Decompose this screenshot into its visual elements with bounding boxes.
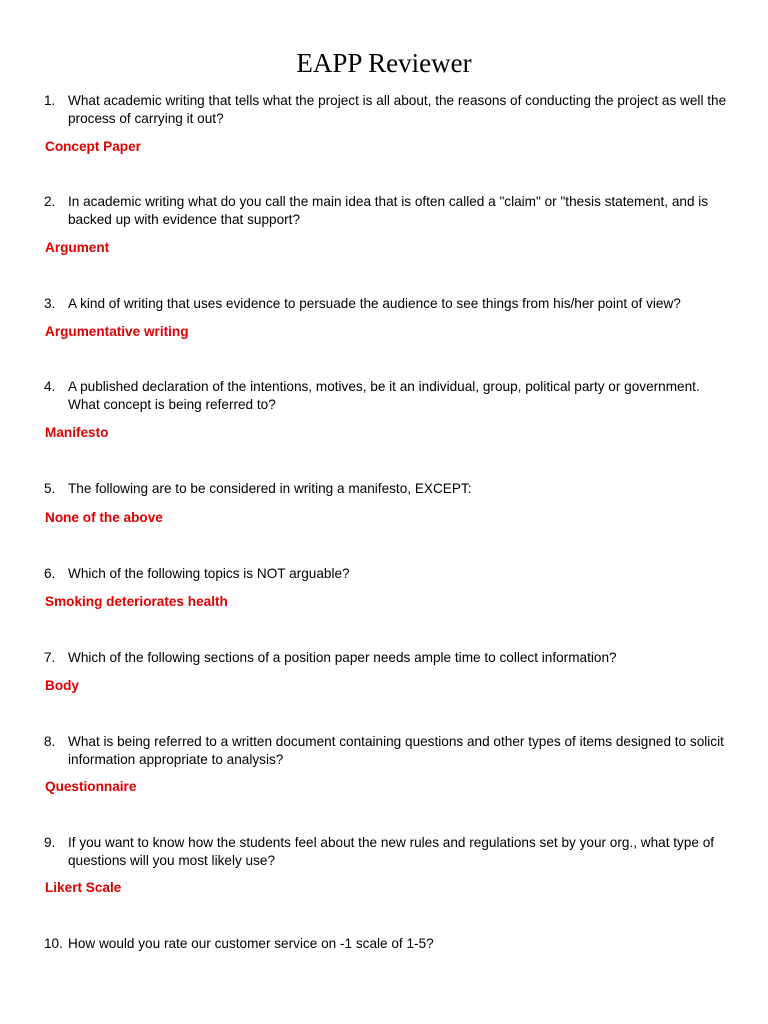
question-text: How would you rate our customer service on -1 scale of 1-5? — [68, 936, 434, 951]
answer-4: Manifesto — [45, 425, 109, 440]
answer-7: Body — [45, 678, 79, 693]
question-text: The following are to be considered in writing a manifesto, EXCEPT: — [68, 481, 472, 496]
question-6 — [44, 565, 734, 583]
question-5 — [44, 480, 734, 498]
question-1 — [44, 92, 734, 127]
answer-9: Likert Scale — [45, 880, 122, 895]
question-text: If you want to know how the students feel about the new rules and regulations set by your org., what type of questions will you most likely use? — [68, 835, 715, 868]
question-text: What is being referred to a written document containing questions and other types of items designed to solicit information appropriate to analysis? — [68, 734, 724, 767]
document-title: EAPP Reviewer — [296, 48, 472, 78]
answer-5: None of the above — [45, 510, 163, 525]
question-number: 4. — [44, 379, 56, 394]
question-number: 6. — [44, 566, 56, 581]
answer-2: Argument — [45, 240, 110, 255]
question-number: 9. — [44, 835, 56, 850]
question-number: 1. — [44, 93, 56, 108]
question-9 — [44, 834, 734, 869]
question-8 — [44, 733, 734, 768]
answer-6: Smoking deteriorates health — [45, 594, 228, 609]
question-10 — [44, 935, 734, 953]
answer-1: Concept Paper — [45, 139, 141, 154]
question-text: A published declaration of the intentions, motives, be it an individual, group, political party or government. What concept is being referred to? — [68, 379, 700, 412]
question-text: In academic writing what do you call the main idea that is often called a "claim" or "thesis statement, and is backed up with evidence that support? — [68, 194, 709, 227]
question-text: What academic writing that tells what the project is all about, the reasons of conducting the project as well the process of carrying it out? — [68, 93, 727, 126]
question-number: 3. — [44, 296, 56, 311]
question-text: A kind of writing that uses evidence to persuade the audience to see things from his/her point of view? — [68, 296, 681, 311]
question-text: Which of the following sections of a position paper needs ample time to collect information? — [68, 650, 617, 665]
question-number: 7. — [44, 650, 56, 665]
question-3 — [44, 295, 734, 313]
answer-3: Argumentative writing — [45, 324, 189, 339]
question-4 — [44, 378, 734, 413]
question-number: 5. — [44, 481, 56, 496]
question-2 — [44, 193, 734, 228]
question-number: 10. — [44, 936, 63, 951]
question-number: 8. — [44, 734, 56, 749]
question-text: Which of the following topics is NOT arguable? — [68, 566, 350, 581]
answer-8: Questionnaire — [45, 779, 137, 794]
question-number: 2. — [44, 194, 56, 209]
question-7 — [44, 649, 734, 667]
